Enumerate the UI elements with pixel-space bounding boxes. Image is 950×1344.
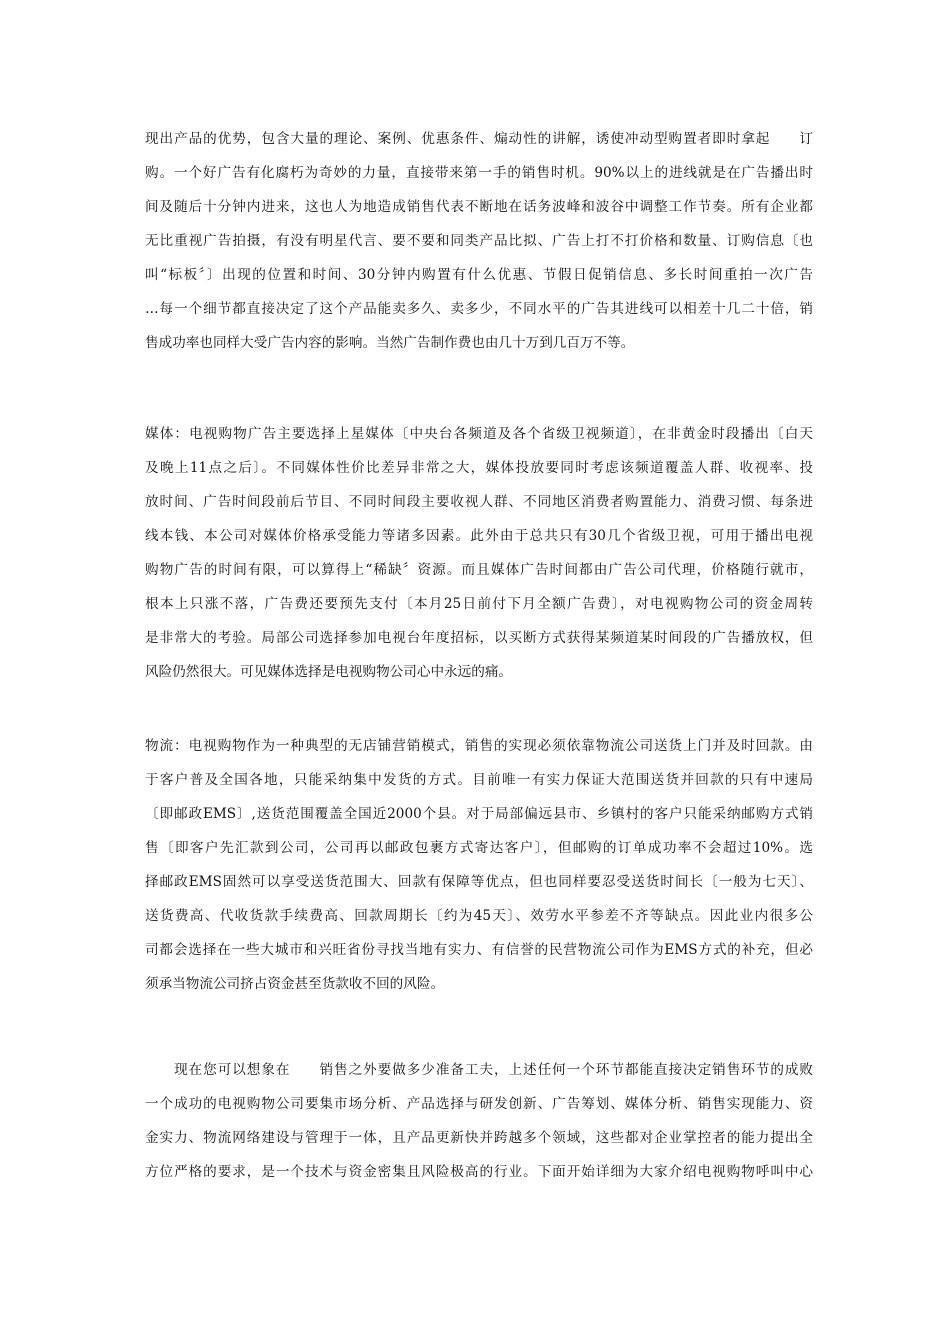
text-line: 于客户普及全国各地，只能采纳集中发货的方式。目前唯一有实力保证大范围送货并回款的只有中速局 <box>145 772 813 788</box>
text-line: 售成功率也同样大受广告内容的影响。当然广告制作费也由几十万到几百万不等。 <box>145 335 635 351</box>
text-line: 物流：电视购物作为一种典型的无店铺营销模式，销售的实现必须依靠物流公司送货上门并及时回款。由 <box>145 738 813 754</box>
text-line: 购物广告的时间有限，可以算得上“稀缺〞资源。而且媒体广告时间都由广告公司代理，价格随行就市， <box>145 562 813 578</box>
text-line: 购。一个好广告有化腐朽为奇妙的力量，直接带来第一手的销售时机。90%以上的进线就是在广告播出时 <box>145 165 813 181</box>
text-line: 金实力、物流网络建设与管理于一体，且产品更新快并跨越多个领域，这些都对企业掌控者的能力提出全 <box>145 1130 813 1146</box>
text-line: 〔即邮政EMS〕,送货范围覆盖全国近2000个县。对于局部偏远县市、乡镇村的客户只能采纳邮购方式销 <box>145 806 813 822</box>
text-line: 送货费高、代收货款手续费高、回款周期长〔约为45天〕、效劳水平参差不齐等缺点。因此业内很多公 <box>145 908 813 924</box>
text-line: 择邮政EMS固然可以享受送货范围大、回款有保障等优点，但也同样要忍受送货时间长〔一般为七天〕、 <box>145 874 813 890</box>
text-line: 售〔即客户先汇款到公司，公司再以邮政包裹方式寄达客户〕，但邮购的订单成功率不会超过10%。选 <box>145 840 813 856</box>
advertising-paragraph <box>145 122 813 360</box>
text-line: 现在您可以想象在 销售之外要做多少准备工夫，上述任何一个环节都能直接决定销售环节的成败 <box>145 1062 813 1078</box>
text-line: 及晚上11点之后〕。不同媒体性价比差异非常之大，媒体投放要同时考虑该频道覆盖人群、收视率、投 <box>145 460 813 476</box>
text-line: 叫“标板〞〕出现的位置和时间、30分钟内购置有什么优惠、节假日促销信息、多长时间重拍一次广告 <box>145 267 813 283</box>
text-line: 放时间、广告时间段前后节目、不同时间段主要收视人群、不同地区消费者购置能力、消费习惯、每条进 <box>145 494 813 510</box>
text-line: 司都会选择在一些大城市和兴旺省份寻找当地有实力、有信誉的民营物流公司作为EMS方式的补充，但必 <box>145 942 813 958</box>
text-line: 风险仍然很大。可见媒体选择是电视购物公司心中永远的痛。 <box>145 664 513 680</box>
text-line: 间及随后十分钟内进来，这也人为地造成销售代表不断地在话务波峰和波谷中调整工作节奏。所有企业都 <box>145 199 813 215</box>
logistics-paragraph <box>145 729 813 1001</box>
text-line: 线本钱、本公司对媒体价格承受能力等诸多因素。此外由于总共只有30几个省级卫视，可用于播出电视 <box>145 528 813 544</box>
text-line: 一个成功的电视购物公司要集市场分析、产品选择与研发创新、广告筹划、媒体分析、销售实现能力、资 <box>145 1096 813 1112</box>
summary-paragraph <box>145 1053 813 1189</box>
text-line: 根本上只涨不落，广告费还要预先支付〔本月25日前付下月全额广告费〕，对电视购物公司的资金周转 <box>145 596 813 612</box>
text-line: 是非常大的考验。局部公司选择参加电视台年度招标，以买断方式获得某频道某时间段的广告播放权，但 <box>145 630 813 646</box>
text-line: 现出产品的优势，包含大量的理论、案例、优惠条件、煽动性的讲解，诱使冲动型购置者即时拿起 订 <box>145 131 813 147</box>
text-line: …每一个细节都直接决定了这个产品能卖多久、卖多少，不同水平的广告其进线可以相差十几二十倍，销 <box>145 301 813 317</box>
text-line: 无比重视广告拍摄，有没有明星代言、要不要和同类产品比拟、广告上打不打价格和数量、订购信息〔也 <box>145 233 813 249</box>
text-line: 须承当物流公司挤占资金甚至货款收不回的风险。 <box>145 976 445 992</box>
text-line: 方位严格的要求，是一个技术与资金密集且风险极高的行业。下面开始详细为大家介绍电视购物呼叫中心 <box>145 1164 813 1180</box>
text-line: 媒体：电视购物广告主要选择上星媒体〔中央台各频道及各个省级卫视频道〕，在非黄金时段播出〔白天 <box>145 426 813 442</box>
media-paragraph <box>145 417 813 689</box>
